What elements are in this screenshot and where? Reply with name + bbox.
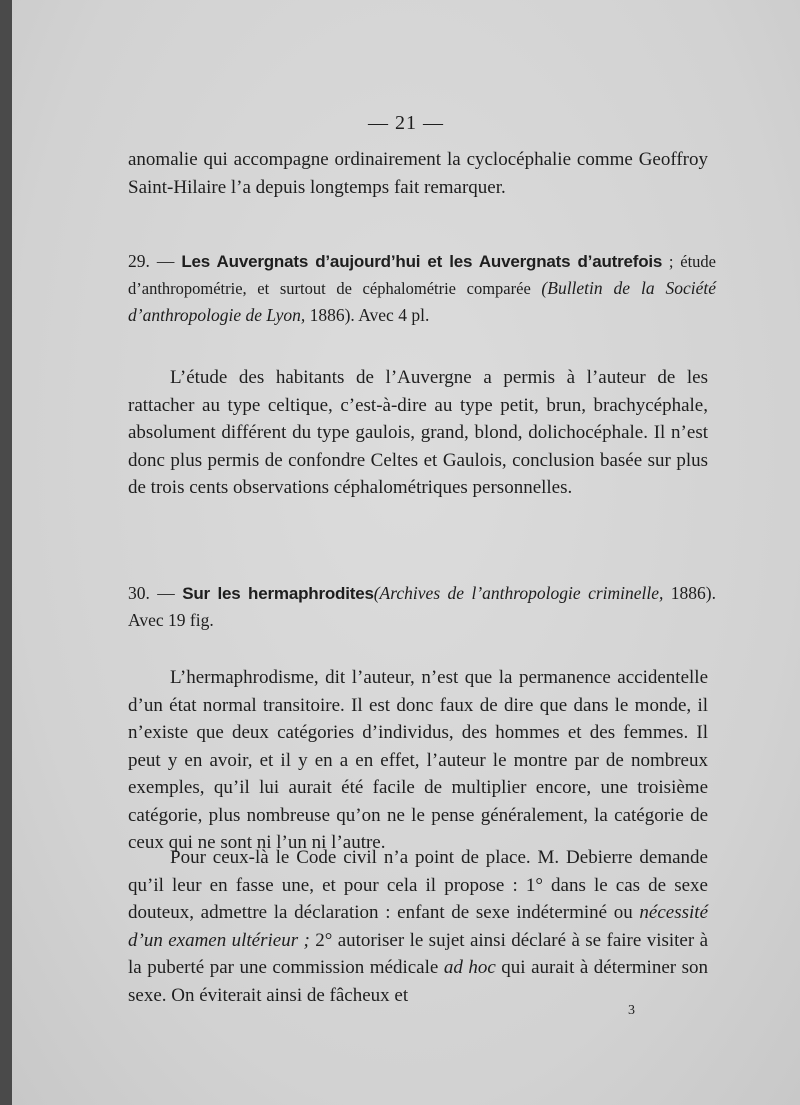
entry-30	[128, 580, 716, 633]
entry-30-tail: 1886). Avec 19 fig.	[128, 583, 716, 630]
paragraph-30b-adhoc: ad hoc	[443, 957, 496, 978]
intro-paragraph: anomalie qui accompagne ordinairement la cyclocéphalie comme Geoffroy Saint-Hilaire l’a depuis longtemps fait remarquer.	[128, 149, 708, 198]
entry-29-number: 29. —	[128, 251, 182, 271]
entry-29-title: Les Auvergnats d’aujourd’hui et les Auvergnats d’autrefois	[181, 252, 663, 271]
paragraph-30a: L’hermaphrodisme, dit l’auteur, n’est que la permanence accidentelle d’un état normal transitoire. Il est donc faux de dire que dans le monde, il n’existe que deux catégories d’individus, des hommes et des femmes. Il peut y en avoir, et il y en a en effet, l’auteur le montre par de nombreux exemples, qu’il lui aurait été facile de multiplier encore, une troisième catégorie, plus nombreuse qu’on ne le pense généralement, la catégorie de ceux qui ne sont ni l’un ni l’autre.	[128, 667, 708, 853]
entry-29-tail: 1886). Avec 4 pl.	[305, 305, 430, 325]
entry-29-subtitle: ; étude d’anthropométrie, et surtout de céphalométrie comparée	[128, 252, 716, 298]
paragraph-30b-part1: Pour ceux-là le Code civil n’a point de place. M. Debierre demande qu’il leur en fasse une, et pour cela il propose : 1° dans le cas de sexe douteux, admettre la déclaration : enfant de sexe indéterminé ou	[128, 847, 708, 923]
paragraph-30b	[128, 844, 708, 1009]
paragraph-30b-emphasis: nécessité d’un examen ultérieur ;	[128, 902, 708, 951]
entry-30-source: (Archives de l’anthropologie criminelle,	[373, 583, 664, 603]
signature-mark: 3	[628, 1003, 635, 1018]
entry-29-source: (Bulletin de la Société d’anthropologie de Lyon,	[128, 278, 716, 325]
entry-30-number: 30. —	[128, 583, 183, 603]
entry-30-title: Sur les hermaphrodites	[182, 584, 374, 603]
paragraph-29: L’étude des habitants de l’Auvergne a permis à l’auteur de les rattacher au type celtique, c’est-à-dire au type petit, brun, brachycéphale, absolument différent du type gaulois, grand, blond, dolichocéphale. Il n’est donc plus permis de confondre Celtes et Gaulois, conclusion basée sur plus de trois cents observations céphalométriques personnelles.	[128, 367, 708, 498]
paragraph-30b-part3: qui aurait à déterminer son sexe. On éviterait ainsi de fâcheux et	[128, 957, 708, 1006]
entry-29	[128, 248, 716, 328]
page-number: — 21 —	[368, 112, 444, 134]
book-page	[12, 0, 800, 1105]
paragraph-30b-part2: 2° autoriser le sujet ainsi déclaré à se faire visiter à la puberté par une commission médicale	[128, 929, 709, 978]
